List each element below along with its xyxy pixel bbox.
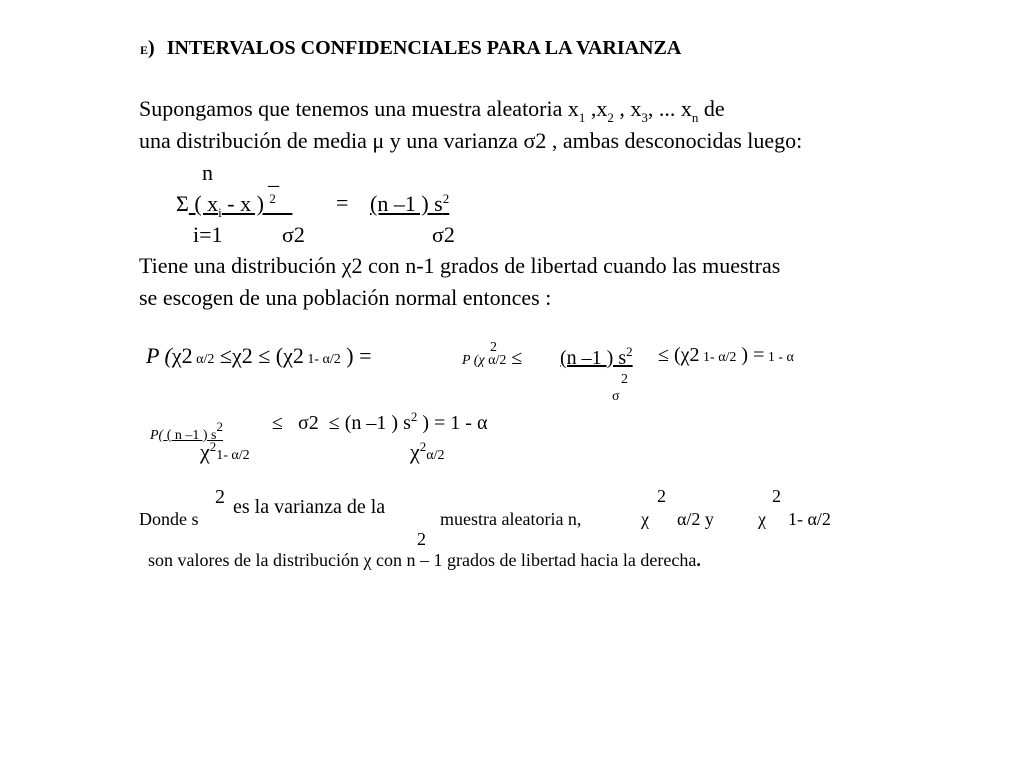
sum-upper-limit: n	[202, 160, 213, 185]
s-squared-exp: 2	[215, 486, 225, 508]
chi2: χ	[758, 509, 766, 529]
sum-equals: =	[336, 190, 349, 215]
chi3-exp: 2	[417, 529, 426, 549]
prob1-right-tail: ≤ (χ2 1- α/2 ) = 1 - α	[658, 344, 794, 366]
prob2-denominator-right: $\chi^2\alpha/2$	[410, 439, 445, 464]
varianza-text: es la varianza de la	[233, 496, 386, 518]
chi1: χ	[641, 509, 649, 529]
sigma-symbol: σ	[523, 128, 536, 153]
chi2-exp: 2	[772, 486, 781, 506]
one-minus-alpha-half: 1- α/2	[788, 509, 831, 529]
intro-line-1: Supongamos que tenemos una muestra aleatoria $x_1$ $,x_2$ , $x_3$, ... $x_n$ de	[139, 96, 725, 125]
heading-letter: E	[140, 43, 149, 57]
prob1-right: P (χ α/2 ≤	[462, 347, 523, 369]
xbar-bar: _	[268, 164, 279, 189]
sum-denominator-left: σ2	[282, 222, 305, 247]
heading-title: INTERVALOS CONFIDENCIALES PARA LA VARIANZA	[166, 37, 682, 59]
sum-denominator-right: σ2	[432, 222, 455, 247]
prob1-small-two: 2	[490, 340, 497, 355]
prob1-denominator-sigma: σ	[612, 389, 620, 404]
middle-line-1: Tiene una distribución χ2 con n-1 grados de libertad cuando las muestras	[139, 253, 781, 278]
chi-symbol: χ	[341, 253, 352, 278]
prob1-fraction-numerator: (n –1 ) $s^2$	[560, 344, 633, 369]
chi1-exp: 2	[657, 486, 666, 506]
sum-numerator: Σ ( $x_i$ - x ) $^2$	[176, 191, 276, 220]
prob2-middle: ≤ σ2 ≤ (n –1 ) $s^2$ ) = 1 - α	[272, 409, 488, 434]
prob1-left: P (χ2 α/2 ≤χ2 ≤ (χ2 1- α/2 ) =	[146, 343, 372, 368]
sum-rhs: (n –1 ) $s^2$	[370, 191, 450, 216]
prob2-denominator-left: $\chi^21-$ α/2	[200, 439, 250, 464]
where-line-2: son valores de la distribución χ con n – 1 grados de libertad hacia la derecha.	[148, 550, 701, 570]
sum-lower-limit: i=1	[193, 222, 223, 247]
alpha-half: α/2 y	[677, 509, 714, 529]
sum-symbol: Σ	[176, 191, 189, 216]
heading-paren: )	[148, 37, 155, 59]
mu-symbol: μ	[372, 128, 385, 153]
donde-s: Donde s	[139, 509, 199, 529]
intro-line-2: una distribución de media μ y una varianza σ2 , ambas desconocidas luego:	[139, 128, 803, 153]
prob1-denominator-two: 2	[621, 372, 628, 387]
prob2-p-open: P( ( n –1 ) s2	[150, 419, 223, 443]
section-heading	[140, 38, 681, 58]
middle-line-2: se escogen de una población normal entonces :	[139, 285, 552, 310]
muestra-text: muestra aleatoria n,	[440, 509, 582, 529]
